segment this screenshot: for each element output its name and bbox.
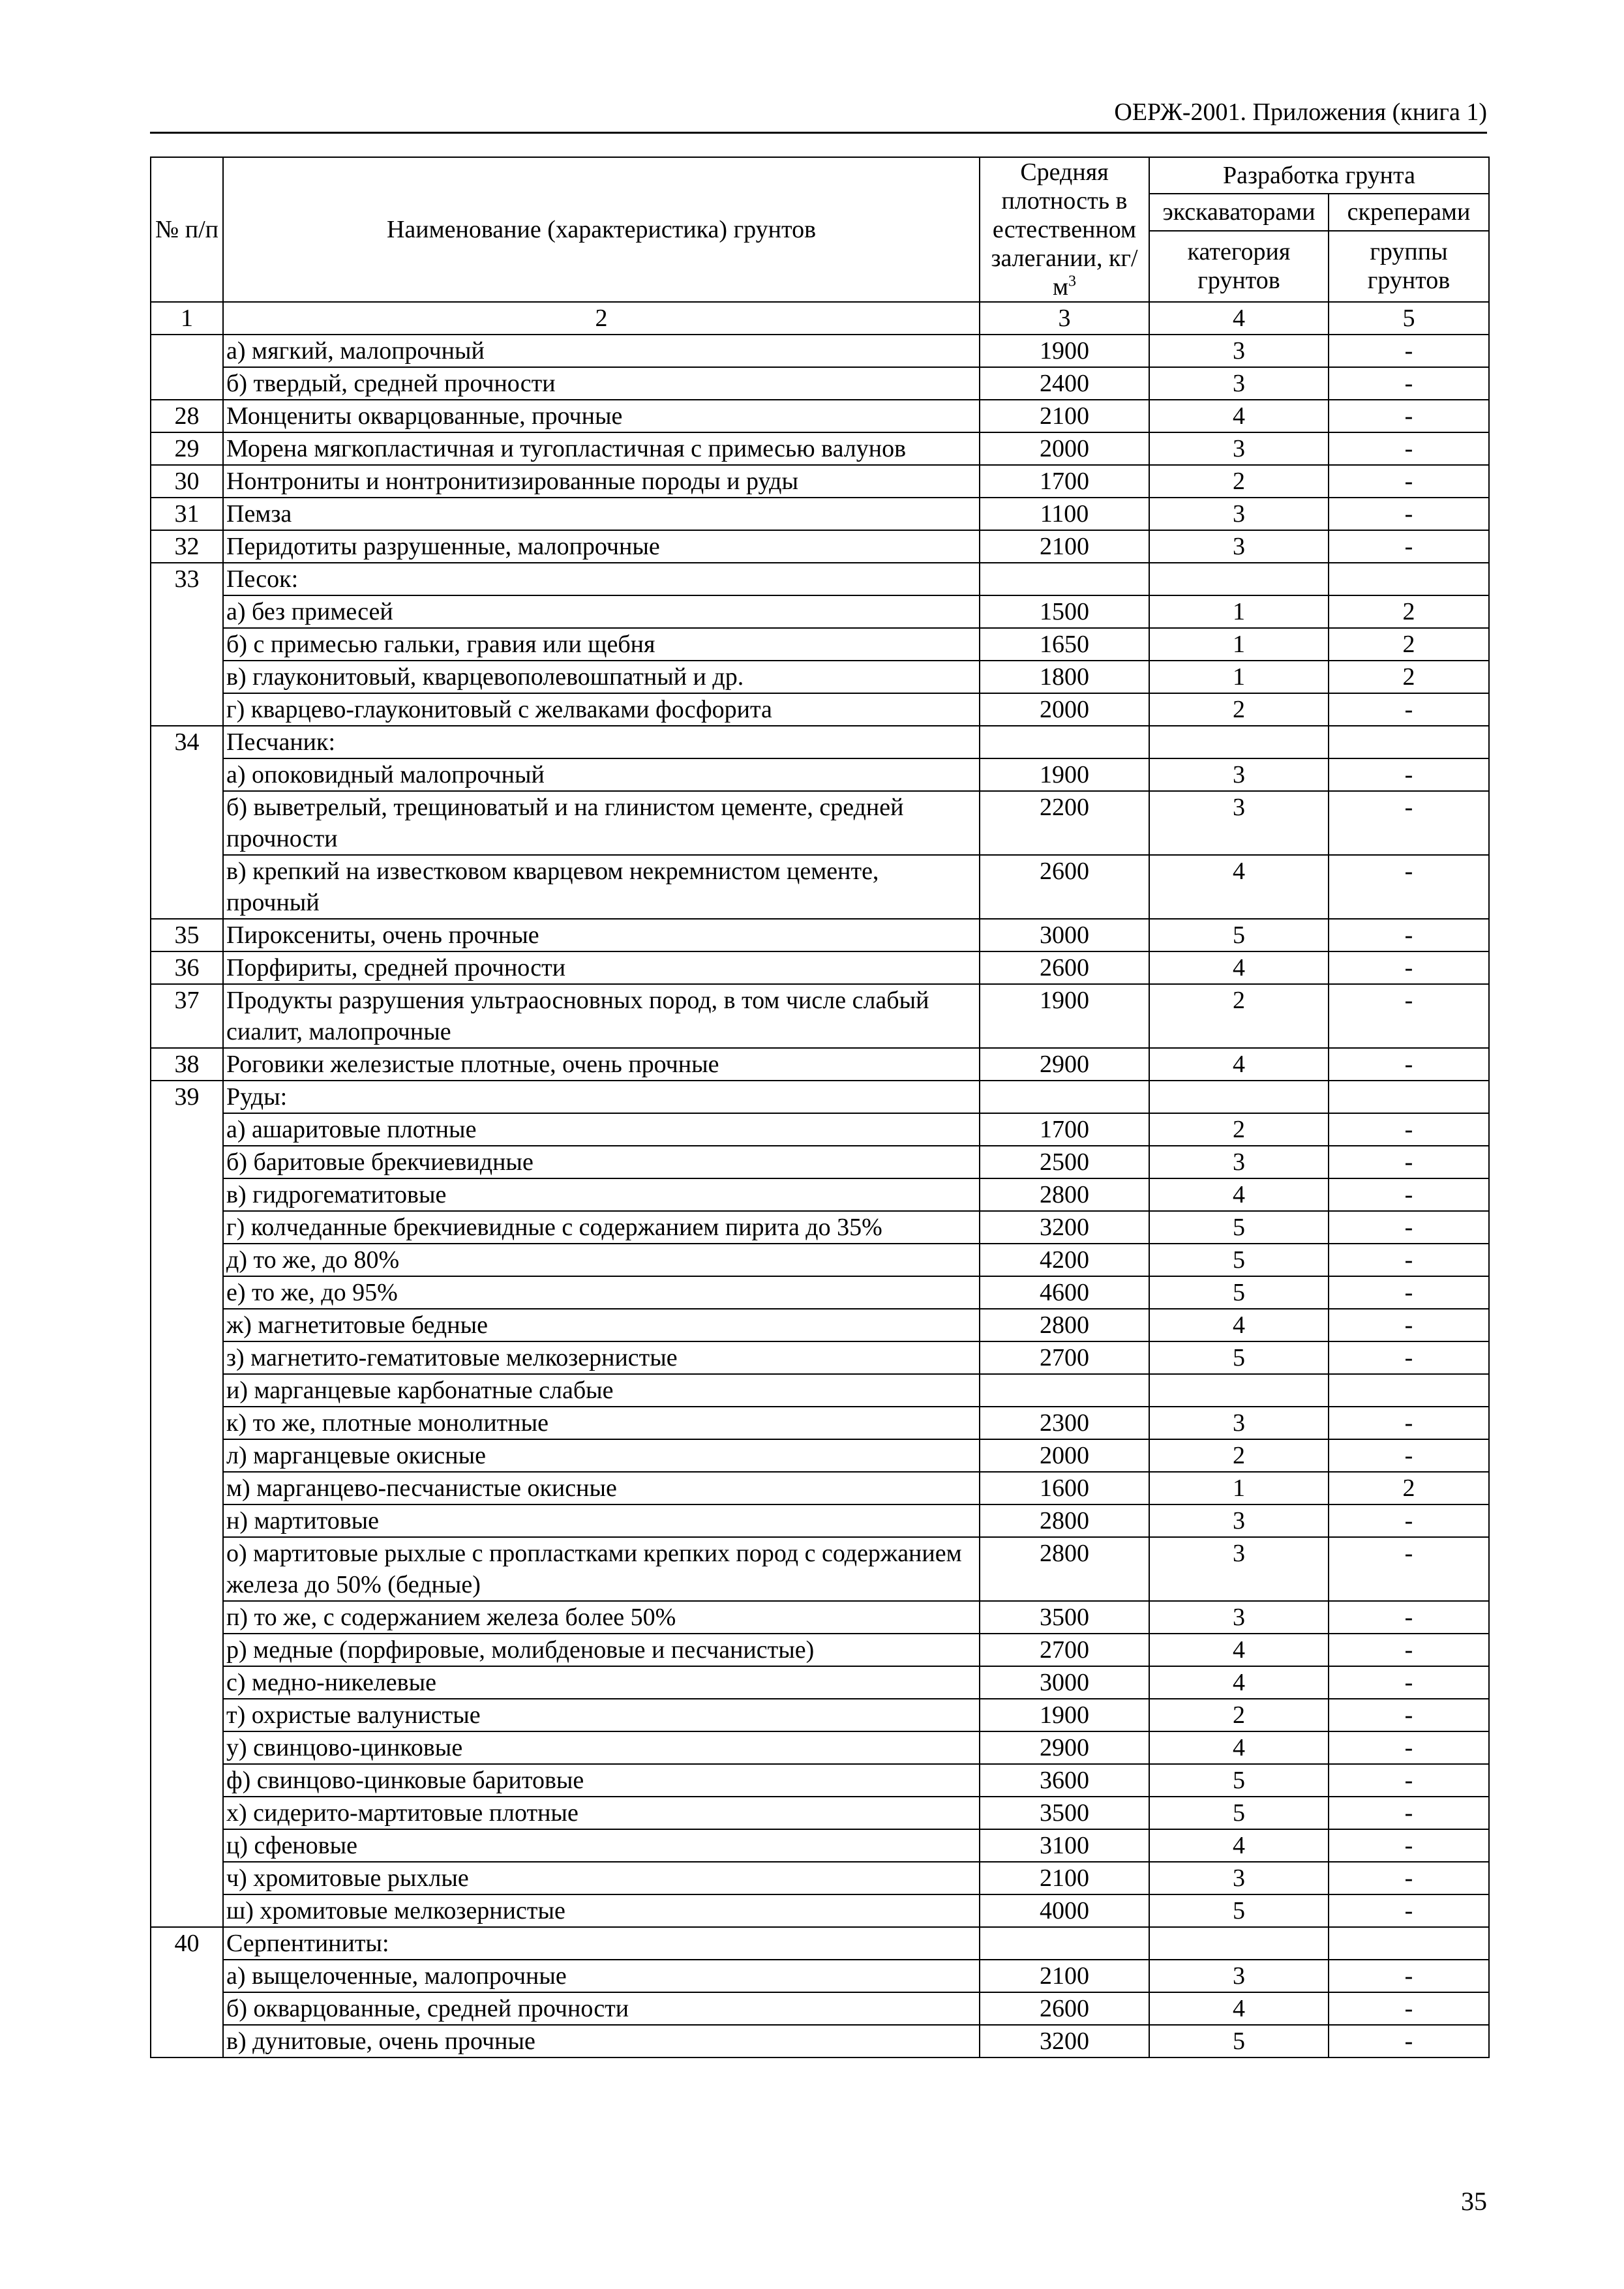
excavator-category: 3 [1149,791,1329,855]
density-value: 3500 [980,1601,1149,1634]
soil-name: и) марганцевые карбонатные слабые [223,1374,980,1407]
table-row [151,1601,1489,1634]
soil-name: ц) сфеновые [223,1829,980,1862]
density-value: 2800 [980,1178,1149,1211]
scraper-group: - [1329,1407,1489,1439]
excavator-category: 1 [1149,628,1329,661]
soil-name: Порфириты, средней прочности [223,951,980,984]
density-value: 3000 [980,1666,1149,1699]
row-number: 36 [151,951,223,984]
soil-name: а) без примесей [223,595,980,628]
header-num: № п/п [151,157,223,302]
density-value: 4200 [980,1244,1149,1276]
soil-name: Песок: [223,563,980,595]
scraper-group: - [1329,335,1489,367]
excavator-category: 5 [1149,1764,1329,1797]
excavator-category: 2 [1149,984,1329,1048]
header-development: Разработка грунта [1149,157,1489,194]
soil-name: Руды: [223,1081,980,1113]
density-value: 2600 [980,1992,1149,2025]
soil-name: м) марганцево-песчанистые окисные [223,1472,980,1504]
excavator-category: 1 [1149,595,1329,628]
scraper-group: - [1329,530,1489,563]
soil-name: с) медно-никелевые [223,1666,980,1699]
table-row [151,1504,1489,1537]
scraper-group: - [1329,1666,1489,1699]
table-row [151,465,1489,498]
density-value: 3200 [980,2025,1149,2057]
row-number: 30 [151,465,223,498]
scraper-group: 2 [1329,1472,1489,1504]
table-row [151,693,1489,726]
soil-name: л) марганцевые окисные [223,1439,980,1472]
header-name: Наименование (характеристика) грунтов [223,157,980,302]
table-row [151,628,1489,661]
excavator-category: 1 [1149,1472,1329,1504]
density-value: 3000 [980,919,1149,951]
scraper-group: - [1329,1178,1489,1211]
row-number: 32 [151,530,223,563]
density-value: 2900 [980,1048,1149,1081]
header-rule [150,132,1487,134]
table-row [151,530,1489,563]
density-value: 2100 [980,1960,1149,1992]
density-value: 2800 [980,1537,1149,1601]
scraper-group: - [1329,1601,1489,1634]
excavator-category: 3 [1149,367,1329,400]
scraper-group: - [1329,1276,1489,1309]
table-row [151,1081,1489,1113]
soil-name: у) свинцово-цинковые [223,1731,980,1764]
density-value: 3100 [980,1829,1149,1862]
table-row [151,595,1489,628]
scraper-group: - [1329,2025,1489,2057]
excavator-category: 3 [1149,1407,1329,1439]
soil-name: Нонтрониты и нонтронитизированные породы и руды [223,465,980,498]
soil-name: Монцениты окварцованные, прочные [223,400,980,432]
table-row [151,1113,1489,1146]
scraper-group: - [1329,984,1489,1048]
table-row [151,1797,1489,1829]
soil-name: Серпентиниты: [223,1927,980,1960]
density-value: 2400 [980,367,1149,400]
soil-name: в) дунитовые, очень прочные [223,2025,980,2057]
col-index: 1 [151,302,223,335]
excavator-category: 5 [1149,1797,1329,1829]
soil-name: в) гидрогематитовые [223,1178,980,1211]
row-number: 35 [151,919,223,951]
density-value: 1800 [980,661,1149,693]
scraper-group: - [1329,1048,1489,1081]
scraper-group: - [1329,791,1489,855]
row-number: 29 [151,432,223,465]
excavator-category: 3 [1149,1146,1329,1178]
soil-name: г) кварцево-глауконитовый с желваками фосфорита [223,693,980,726]
soil-name: ж) магнетитовые бедные [223,1309,980,1341]
soil-name: Перидотиты разрушенные, малопрочные [223,530,980,563]
row-number: 37 [151,984,223,1048]
table-row [151,1894,1489,1927]
scraper-group: - [1329,919,1489,951]
row-number: 39 [151,1081,223,1927]
soil-name: б) с примесью гальки, гравия или щебня [223,628,980,661]
table-row [151,498,1489,530]
excavator-category [1149,563,1329,595]
density-value: 2700 [980,1341,1149,1374]
table-row [151,1244,1489,1276]
col-index: 5 [1329,302,1489,335]
excavator-category: 3 [1149,335,1329,367]
density-value: 2800 [980,1309,1149,1341]
excavator-category: 4 [1149,1829,1329,1862]
table-row [151,1276,1489,1309]
soil-name: а) опоковидный малопрочный [223,758,980,791]
table-row [151,1699,1489,1731]
table-row [151,919,1489,951]
col-index: 3 [980,302,1149,335]
density-value: 2000 [980,432,1149,465]
excavator-category: 4 [1149,1666,1329,1699]
soil-name: Пемза [223,498,980,530]
excavator-category: 2 [1149,465,1329,498]
density-value: 2200 [980,791,1149,855]
excavator-category: 3 [1149,1504,1329,1537]
soil-name: р) медные (порфировые, молибденовые и песчанистые) [223,1634,980,1666]
table-row [151,661,1489,693]
density-value: 1600 [980,1472,1149,1504]
scraper-group: - [1329,1439,1489,1472]
header-scrapers: скреперами [1329,194,1489,230]
table-row [151,1764,1489,1797]
soil-name: т) охристые валунистые [223,1699,980,1731]
table-row [151,1472,1489,1504]
scraper-group: - [1329,1146,1489,1178]
row-number: 31 [151,498,223,530]
scraper-group [1329,1927,1489,1960]
table-body [151,335,1489,2057]
density-value [980,726,1149,758]
density-value: 1700 [980,1113,1149,1146]
density-value: 2600 [980,855,1149,919]
density-value: 1900 [980,758,1149,791]
scraper-group: - [1329,432,1489,465]
excavator-category: 1 [1149,661,1329,693]
scraper-group [1329,563,1489,595]
scraper-group: - [1329,1113,1489,1146]
table-row [151,400,1489,432]
density-value [980,563,1149,595]
density-value: 1900 [980,1699,1149,1731]
row-number: 40 [151,1927,223,2057]
soil-name: а) выщелоченные, малопрочные [223,1960,980,1992]
soil-name: ш) хромитовые мелкозернистые [223,1894,980,1927]
scraper-group: - [1329,498,1489,530]
scraper-group: - [1329,1537,1489,1601]
scraper-group: - [1329,465,1489,498]
density-value: 2100 [980,530,1149,563]
density-value: 2100 [980,400,1149,432]
excavator-category: 4 [1149,400,1329,432]
header-groups: группы грунтов [1329,231,1489,302]
density-value: 2800 [980,1504,1149,1537]
soil-name: Морена мягкопластичная и тугопластичная с примесью валунов [223,432,980,465]
scraper-group: - [1329,1764,1489,1797]
density-value: 1650 [980,628,1149,661]
excavator-category: 5 [1149,1211,1329,1244]
scraper-group: - [1329,1894,1489,1927]
soil-name: Роговики железистые плотные, очень прочные [223,1048,980,1081]
table-row [151,1341,1489,1374]
soil-name: в) глауконитовый, кварцевополевошпатный и др. [223,661,980,693]
table-row [151,2025,1489,2057]
table-row [151,563,1489,595]
table-row [151,335,1489,367]
density-value: 1500 [980,595,1149,628]
density-value: 1700 [980,465,1149,498]
excavator-category [1149,1081,1329,1113]
soil-name: а) ашаритовые плотные [223,1113,980,1146]
density-value [980,1927,1149,1960]
scraper-group: - [1329,1341,1489,1374]
scraper-group: - [1329,951,1489,984]
scraper-group: - [1329,758,1489,791]
column-index-row [151,302,1489,335]
density-value: 4600 [980,1276,1149,1309]
density-value: 2000 [980,1439,1149,1472]
scraper-group: - [1329,1797,1489,1829]
density-value: 1100 [980,498,1149,530]
scraper-group: - [1329,855,1489,919]
scraper-group: - [1329,1504,1489,1537]
soil-name: е) то же, до 95% [223,1276,980,1309]
scraper-group: - [1329,1731,1489,1764]
soil-name: г) колчеданные брекчиевидные с содержанием пирита до 35% [223,1211,980,1244]
excavator-category: 3 [1149,758,1329,791]
excavator-category: 3 [1149,1960,1329,1992]
excavator-category: 5 [1149,919,1329,951]
table-row [151,1927,1489,1960]
row-number: 33 [151,563,223,726]
soil-name: х) сидерито-мартитовые плотные [223,1797,980,1829]
excavator-category: 4 [1149,1309,1329,1341]
density-value: 2100 [980,1862,1149,1894]
excavator-category: 4 [1149,1731,1329,1764]
soil-name: в) крепкий на известковом кварцевом некремнистом цементе, прочный [223,855,980,919]
excavator-category: 4 [1149,1178,1329,1211]
table-row [151,855,1489,919]
scraper-group: - [1329,1829,1489,1862]
scraper-group: - [1329,1211,1489,1244]
excavator-category: 2 [1149,1439,1329,1472]
density-value: 1900 [980,335,1149,367]
excavator-category: 3 [1149,1601,1329,1634]
table-row [151,1048,1489,1081]
excavator-category: 5 [1149,2025,1329,2057]
table-row [151,984,1489,1048]
table-row [151,1537,1489,1601]
excavator-category: 3 [1149,498,1329,530]
density-value: 1900 [980,984,1149,1048]
table-row [151,1862,1489,1894]
scraper-group: - [1329,1992,1489,2025]
excavator-category: 4 [1149,1634,1329,1666]
density-value: 2000 [980,693,1149,726]
header-excavators: экскаваторами [1149,194,1329,230]
soil-name: н) мартитовые [223,1504,980,1537]
density-value: 2900 [980,1731,1149,1764]
excavator-category: 2 [1149,1699,1329,1731]
table-row [151,1829,1489,1862]
excavator-category: 4 [1149,855,1329,919]
scraper-group: 2 [1329,595,1489,628]
soil-name: ф) свинцово-цинковые баритовые [223,1764,980,1797]
excavator-category: 2 [1149,1113,1329,1146]
soil-name: б) баритовые брекчиевидные [223,1146,980,1178]
scraper-group: 2 [1329,661,1489,693]
excavator-category: 5 [1149,1276,1329,1309]
row-number [151,335,223,400]
excavator-category: 3 [1149,1537,1329,1601]
table-row [151,1211,1489,1244]
excavator-category: 5 [1149,1341,1329,1374]
soil-name: ч) хромитовые рыхлые [223,1862,980,1894]
density-value: 3200 [980,1211,1149,1244]
page-number: 35 [1461,2187,1487,2216]
table-row [151,758,1489,791]
soil-name: б) окварцованные, средней прочности [223,1992,980,2025]
excavator-category: 5 [1149,1894,1329,1927]
scraper-group [1329,1081,1489,1113]
excavator-category: 4 [1149,1048,1329,1081]
soil-name: б) выветрелый, трещиноватый и на глинистом цементе, средней прочности [223,791,980,855]
soil-characteristics-table [150,157,1490,2058]
table-row [151,1439,1489,1472]
soil-name: о) мартитовые рыхлые с пропластками крепких пород с содержанием железа до 50% (бедные) [223,1537,980,1601]
scraper-group: - [1329,367,1489,400]
scraper-group: - [1329,1244,1489,1276]
table-row [151,726,1489,758]
excavator-category: 3 [1149,432,1329,465]
soil-name: к) то же, плотные монолитные [223,1407,980,1439]
excavator-category [1149,1927,1329,1960]
table-row [151,1960,1489,1992]
density-value: 2600 [980,951,1149,984]
density-value [980,1081,1149,1113]
soil-name: а) мягкий, малопрочный [223,335,980,367]
density-value: 3500 [980,1797,1149,1829]
excavator-category [1149,726,1329,758]
density-value: 2300 [980,1407,1149,1439]
scraper-group: - [1329,1309,1489,1341]
soil-name: Песчаник: [223,726,980,758]
col-index: 2 [223,302,980,335]
table-row [151,951,1489,984]
soil-name: Продукты разрушения ультраосновных пород, в том числе слабый сиалит, малопрочные [223,984,980,1048]
table-row [151,1731,1489,1764]
soil-name: б) твердый, средней прочности [223,367,980,400]
col-index: 4 [1149,302,1329,335]
running-header: ОЕРЖ-2001. Приложения (книга 1) [1114,98,1487,126]
scraper-group: - [1329,400,1489,432]
table-row [151,367,1489,400]
scraper-group: - [1329,693,1489,726]
excavator-category [1149,1374,1329,1407]
density-value: 2500 [980,1146,1149,1178]
scraper-group: - [1329,1699,1489,1731]
excavator-category: 4 [1149,1992,1329,2025]
header-category: категория грунтов [1149,231,1329,302]
density-value: 3600 [980,1764,1149,1797]
scraper-group: - [1329,1960,1489,1992]
table-row [151,791,1489,855]
table-row [151,1178,1489,1211]
table-row [151,1407,1489,1439]
soil-name: д) то же, до 80% [223,1244,980,1276]
scraper-group [1329,1374,1489,1407]
soil-name: п) то же, с содержанием железа более 50% [223,1601,980,1634]
table-row [151,1146,1489,1178]
row-number: 38 [151,1048,223,1081]
header-density: Средняя плотность в естественном залегании, $кг/м^3$ [980,157,1149,302]
excavator-category: 5 [1149,1244,1329,1276]
row-number: 28 [151,400,223,432]
table-row [151,1992,1489,2025]
scraper-group [1329,726,1489,758]
excavator-category: 2 [1149,693,1329,726]
soil-name: з) магнетито-гематитовые мелкозернистые [223,1341,980,1374]
density-value: 4000 [980,1894,1149,1927]
scraper-group: - [1329,1634,1489,1666]
soil-name: Пироксениты, очень прочные [223,919,980,951]
table-row [151,1309,1489,1341]
excavator-category: 3 [1149,530,1329,563]
table-row [151,1374,1489,1407]
excavator-category: 4 [1149,951,1329,984]
table-row [151,1666,1489,1699]
excavator-category: 3 [1149,1862,1329,1894]
scraper-group: 2 [1329,628,1489,661]
row-number: 34 [151,726,223,919]
density-value [980,1374,1149,1407]
table-row [151,1634,1489,1666]
scraper-group: - [1329,1862,1489,1894]
density-value: 2700 [980,1634,1149,1666]
table-row [151,432,1489,465]
